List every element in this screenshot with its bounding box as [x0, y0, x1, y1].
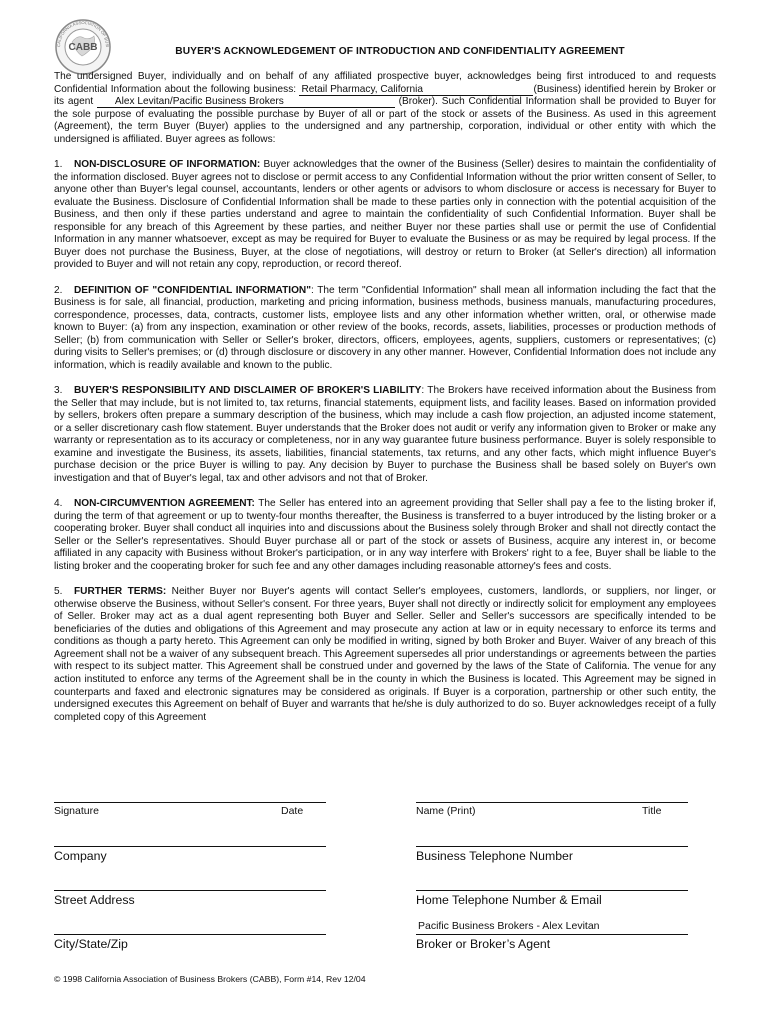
- home-phone-email-line[interactable]: [416, 890, 688, 891]
- date-label: Date: [281, 805, 304, 817]
- name-print-line[interactable]: [416, 802, 688, 803]
- section-number: 1.: [54, 158, 63, 170]
- agreement-body: [54, 71, 716, 737]
- cabb-seal-icon: [50, 18, 116, 76]
- section-number: 2.: [54, 284, 63, 296]
- section-heading: NON-CIRCUMVENTION AGREEMENT:: [74, 498, 255, 510]
- broker-agent-line[interactable]: [416, 934, 688, 935]
- company-line[interactable]: [54, 846, 326, 847]
- city-state-zip-line[interactable]: [54, 934, 326, 935]
- business-phone-label: Business Telephone Number: [416, 849, 573, 863]
- intro-part1: The undersigned Buyer, individually and on behalf of any affiliated prospective buyer, acknowledges being first introduced to and requests Confidential Information about the following business:: [54, 71, 716, 95]
- section-heading: FURTHER TERMS:: [74, 586, 167, 598]
- section-text: Neither Buyer nor Buyer's agents will contact Seller's employees, customers, landlords, or suppliers, nor linger, or otherwise observe the Business, without Seller's consent. For three years, Buyer shall not directly or indirectly solicit for employment any employees of Seller. Broker may act as a dual agent representing both Buyer and Seller. Seller and Seller's successors are specifically intended to be beneficiaries of the duties and obligations of this Agreement and may prosecute any action at law or in equity necessary to enforce its terms and conditions as though a party hereto. This Agreement can only be modified in writing, signed by both Broker and Buyer. Waiver of any breach of this Agreement shall not be a waiver of any subsequent breach. This Agreement supersedes all prior understandings or agreements between the parties with respect to its subject matter. This Agreement shall be construed under and governed by the laws of the State of California. The venue for any action instituted to enforce any terms of the Agreement shall be in the county in which the Business is located. This Agreement may be signed in counterparts and faxed and electronic signatures may be considered as originals. If Buyer is a corporation, partnership or other such entity, the undersigned executes this Agreement on behalf of Buyer and warrants that he/she is duly authorized to do so. Buyer acknowledges receipt of a fully completed copy of this Agreement: [54, 586, 717, 723]
- signature-label: Signature: [54, 805, 99, 817]
- business-field[interactable]: Retail Pharmacy, California: [299, 85, 533, 96]
- home-phone-email-label: Home Telephone Number & Email: [416, 893, 602, 907]
- section-text: Buyer acknowledges that the owner of the Business (Seller) desires to maintain the confidentiality of the information disclosed. Buyer agrees not to disclose or permit access to any Confidential Information without the prior written consent of Seller, to anyone other than Buyer's legal counsel, accountants, lenders or other agents or advisors to whom disclosure or access is necessary for Buyer to evaluate the Business. Disclosure of Confidential Information shall be made to these parties only in connection with the potential acquisition of the Business, and then only if these parties understand and agree to maintain the confidentiality of such Confidential Information. Buyer shall be responsible for any breach of this Agreement by these parties, and neither Buyer nor these parties shall use or permit the use of Confidential Information in any manner whatsoever, except as may be required for Buyer to evaluate the Business or as may be required by legal process. If the Buyer does not purchase the Business, Buyer, at the close of negotiations, will destroy or return to Broker (at Seller's direction) all information provided to Buyer and will not retain any copy, reproduction, or record thereof.: [54, 158, 717, 271]
- city-state-zip-label: City/State/Zip: [54, 937, 128, 951]
- document-title: BUYER'S ACKNOWLEDGEMENT OF INTRODUCTION AND CONFIDENTIALITY AGREEMENT: [175, 46, 625, 57]
- section-3: [54, 385, 716, 485]
- section-4: [54, 498, 716, 573]
- footer-copyright: © 1998 California Association of Business Brokers (CABB), Form #14, Rev 12/04: [54, 974, 366, 984]
- broker-agent-value[interactable]: Pacific Business Brokers - Alex Levitan: [418, 920, 600, 932]
- street-address-line[interactable]: [54, 890, 326, 891]
- name-print-label: Name (Print): [416, 805, 476, 817]
- section-text: : The term "Confidential Information" shall mean all information including the fact that the Business is for sale, all financial, production, marketing and pricing information, business methods, business manuals, manufacturing procedures, correspondence, processes, data, contracts, customer lists, employee lists and any other information whether written, oral, or otherwise made known to Buyer: (a) from any inspection, examination or other review of the books, records, assets, liabilities, processes or production methods of Seller; (b) from communication with Seller or Seller's broker, directors, officers, employees, agents, suppliers, customers or representatives; (c) during visits to Seller's premises; or (d) through disclosure or discovery in any other manner. However, Confidential Information does not include any information, which is readily available and known to the public.: [54, 284, 716, 371]
- section-5: [54, 586, 716, 724]
- section-1: [54, 159, 716, 272]
- intro-paragraph: [54, 71, 716, 146]
- section-number: 5.: [54, 586, 63, 598]
- section-text: The Seller has entered into an agreement providing that Seller shall pay a fee to the listing broker if, during the term of that agreement or up to twenty-four months thereafter, the Business is transferred to a buyer introduced by the listing broker or a cooperating broker. Buyer shall conduct all inquiries into and discussions about the Business solely through Broker and shall not directly contact the Seller or the Seller's representatives. Should Buyer purchase all or part of the stock or assets of Business, acquire any interest in, or become affiliated in any capacity with Business without Broker's participation, or in any way interfere with Brokers' right to a fee, Buyer shall be liable to the listing broker and the cooperating broker for such fee and any other damages including reasonable attorney's fees and costs.: [54, 498, 716, 572]
- section-text: : The Brokers have received information about the Business from the Seller that may include, but is not limited to, tax returns, financial statements, equipment lists, and facility leases. Based on information provided by sellers, brokers often prepare a summary description of the business, which may include a cash flow projection, an adjusted income statement, or a seller discretionary cash flow statement. Buyer understands that the Broker does not audit or verify any information given to Broker or make any warranty or representation as to its accuracy or completeness, nor in any way guarantee future business performance. Buyer is solely responsible to examine and investigate the Business, its assets, liabilities, financial statements, tax returns, and any other facts, which might influence Buyer's purchase decision or the price Buyer is willing to pay. Any decision by Buyer to purchase the Business shall be based solely on Buyer's own investigation and that of Buyer's legal, tax and other advisors and not that of Broker.: [54, 385, 717, 484]
- signature-line[interactable]: [54, 802, 326, 803]
- section-heading: NON-DISCLOSURE OF INFORMATION:: [74, 158, 261, 170]
- seal-ring-text: CALIFORNIA ASSOCIATION OF BUSI: [55, 19, 111, 48]
- intro-part2: (Business) identified herein by Broker or its agent: [54, 83, 716, 108]
- title-label: Title: [642, 805, 662, 817]
- section-number: 3.: [54, 385, 63, 397]
- section-2: [54, 285, 716, 373]
- section-heading: BUYER'S RESPONSIBILITY AND DISCLAIMER OF BROKER'S LIABILITY: [74, 385, 422, 397]
- seal-center-text: CABB: [68, 42, 98, 53]
- street-address-label: Street Address: [54, 893, 135, 907]
- section-number: 4.: [54, 498, 63, 510]
- broker-field[interactable]: Alex Levitan/Pacific Business Brokers: [97, 97, 395, 108]
- section-heading: DEFINITION OF "CONFIDENTIAL INFORMATION": [74, 284, 311, 296]
- company-label: Company: [54, 849, 107, 863]
- business-phone-line[interactable]: [416, 846, 688, 847]
- intro-part3: (Broker). Such Confidential Information shall be provided to Buyer for the sole purpose of evaluating the possible purchase by Buyer of all or part of the stock or assets of the Business. As used in this agreement (Agreement), the term Buyer (Buyer) applies to the undersigned and any partnership, corporation, individual or other entity with which the undersigned is affiliated. Buyer agrees as follows:: [54, 96, 716, 145]
- broker-agent-label: Broker or Broker’s Agent: [416, 937, 551, 951]
